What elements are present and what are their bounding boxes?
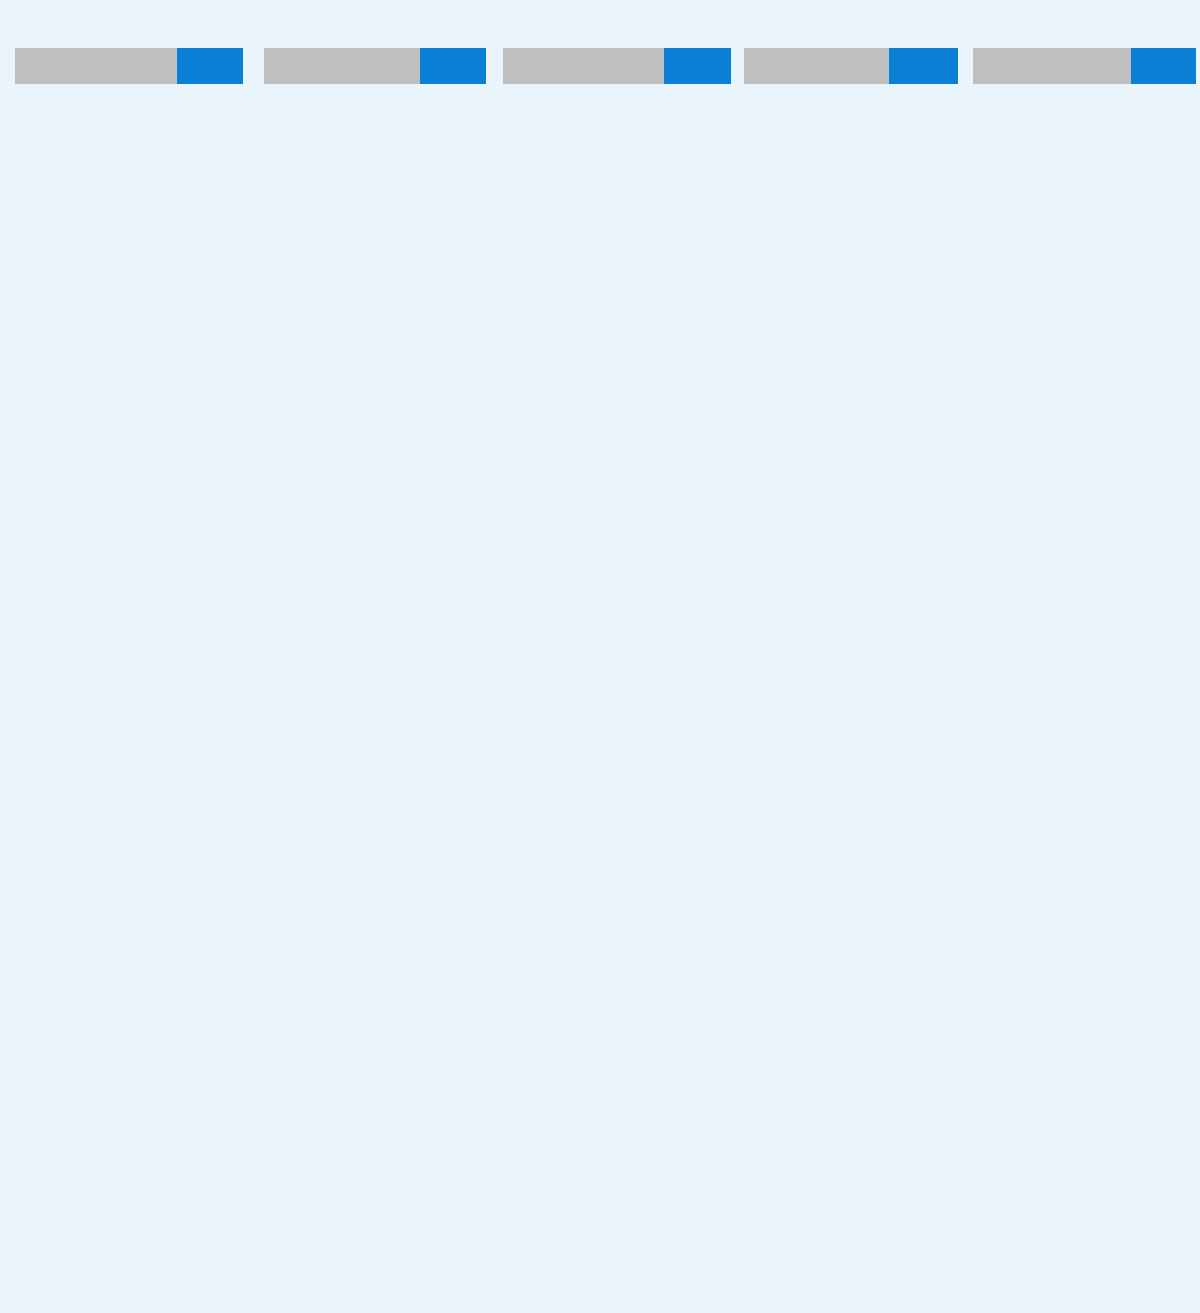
cases-table-column-2 [264, 48, 486, 84]
cases-table-column-5 [973, 48, 1196, 84]
cases-table-column-3 [503, 48, 731, 84]
cases-table-column-1 [15, 48, 243, 84]
header-numero-de-casos [177, 48, 243, 84]
header-concelho [503, 48, 664, 84]
header-numero-de-casos [1131, 48, 1196, 84]
header-numero-de-casos [889, 48, 958, 84]
header-concelho [973, 48, 1131, 84]
header-concelho [15, 48, 177, 84]
header-concelho [744, 48, 889, 84]
header-concelho [264, 48, 420, 84]
header-numero-de-casos [420, 48, 486, 84]
header-numero-de-casos [664, 48, 731, 84]
cases-table-column-4 [744, 48, 958, 84]
